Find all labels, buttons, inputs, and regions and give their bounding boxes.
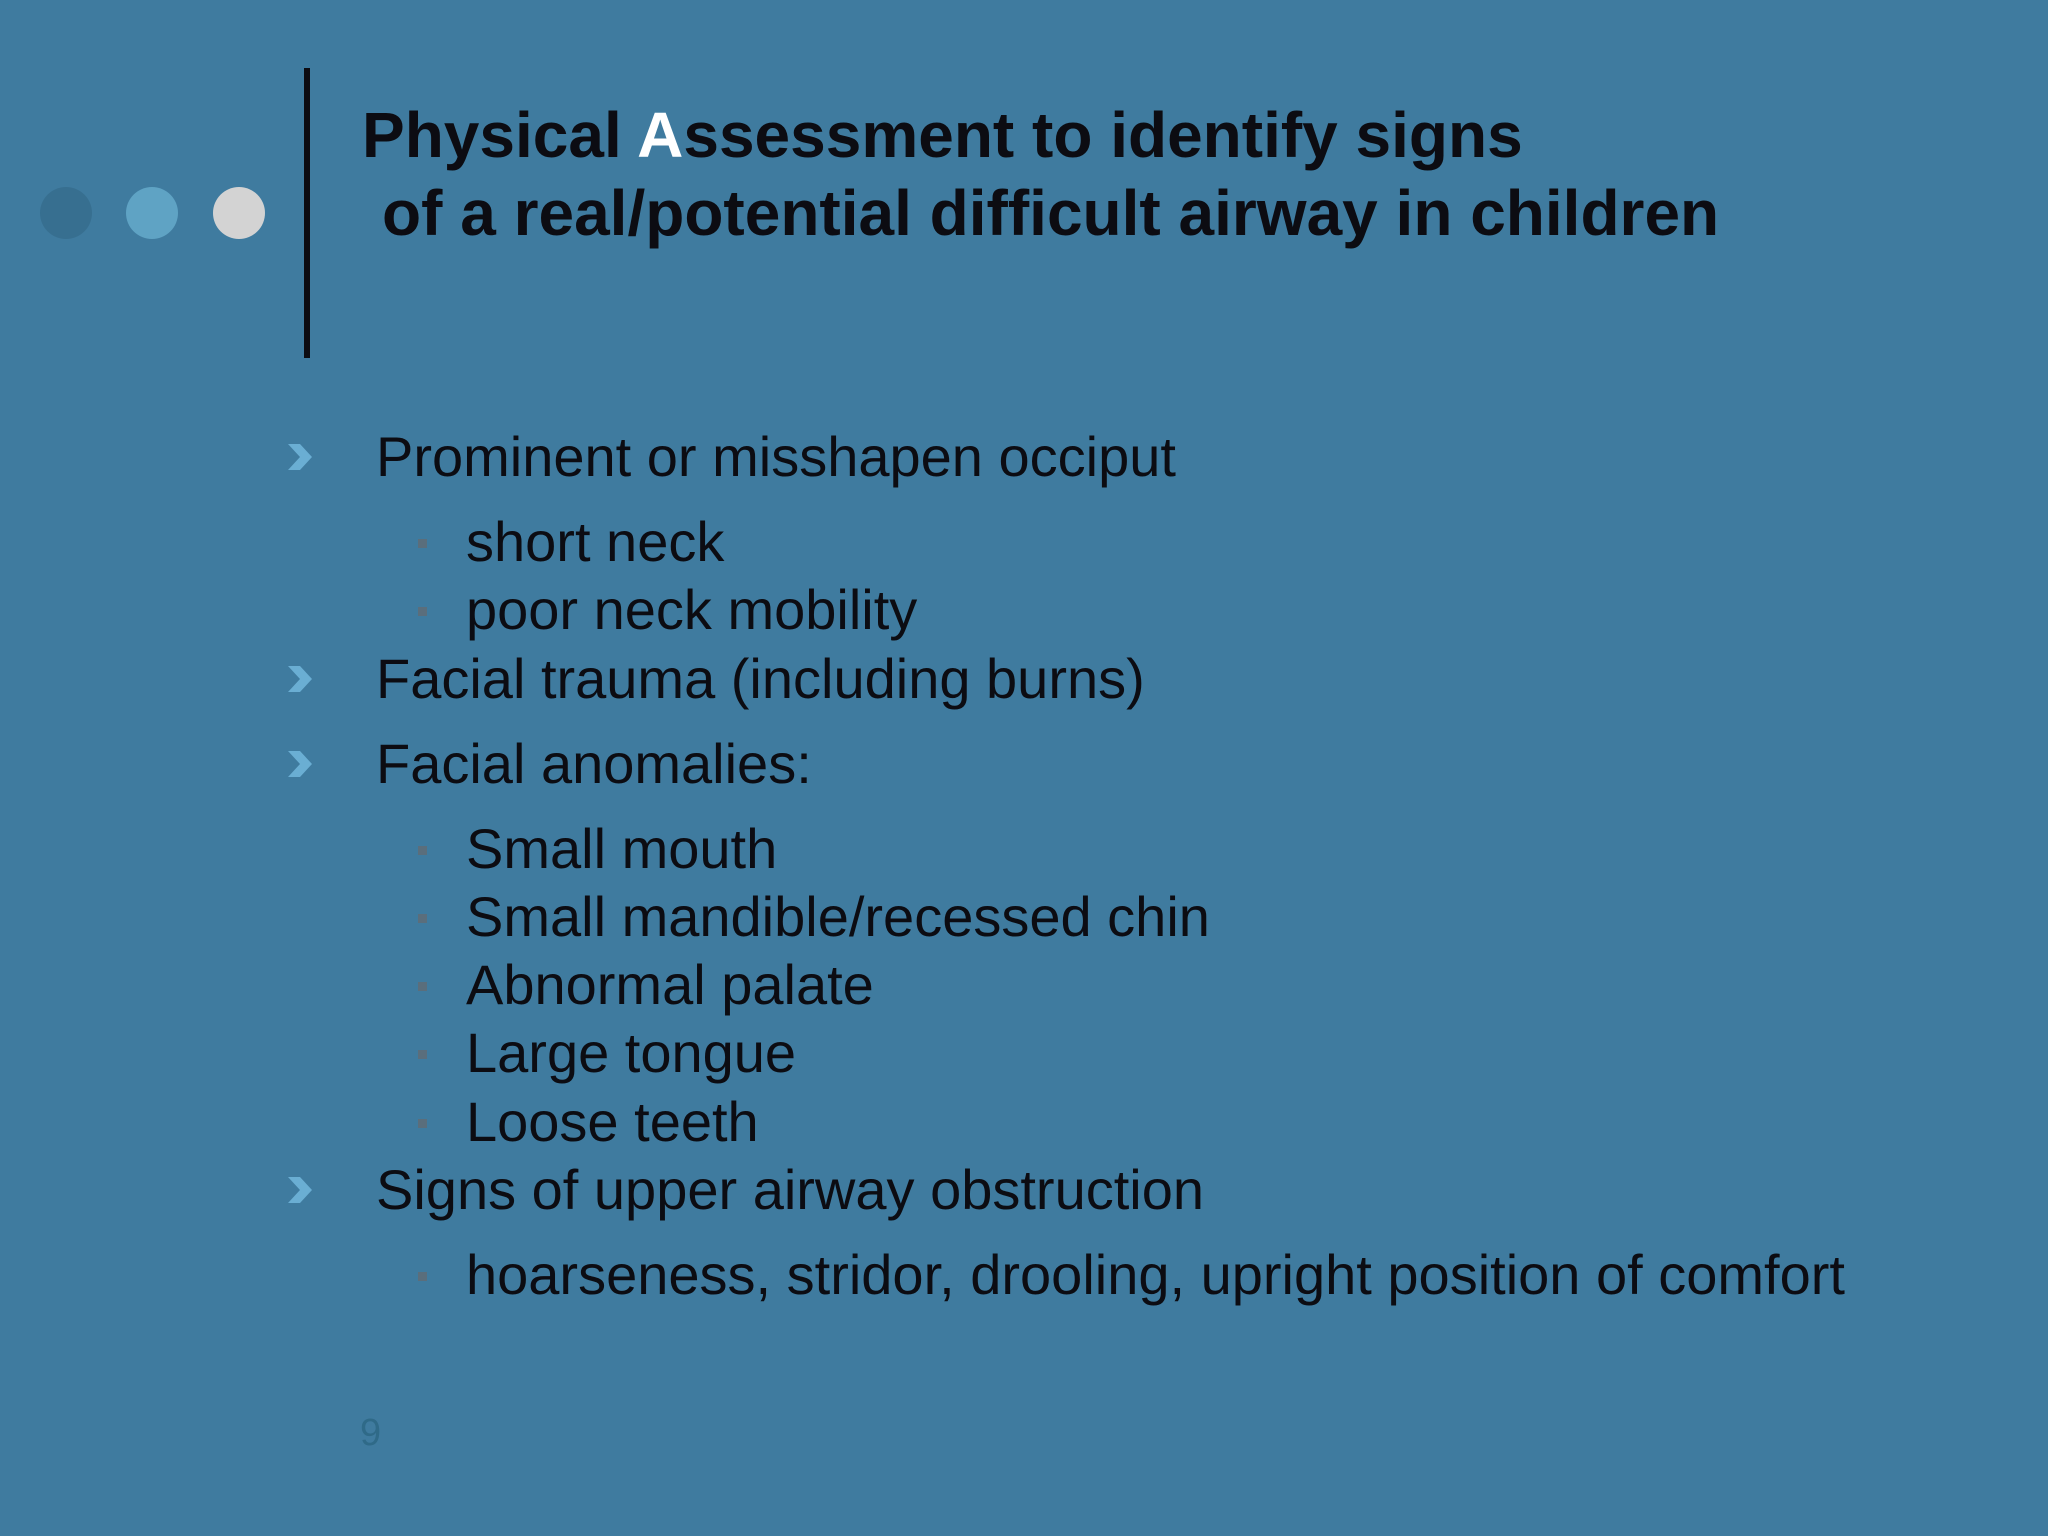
decorative-dot-dark — [40, 187, 92, 239]
sub-bullet-text: Large tongue — [466, 1021, 797, 1084]
bullet-text: Prominent or misshapen occiput — [376, 425, 1176, 488]
sub-bullet-item — [0, 1089, 2048, 1155]
square-bullet-icon — [418, 1119, 427, 1128]
sub-bullet-text: Abnormal palate — [466, 953, 874, 1016]
chevron-right-icon — [286, 664, 314, 694]
square-bullet-icon — [418, 1272, 427, 1281]
bullet-item — [0, 1157, 2048, 1223]
sub-bullet-item — [0, 952, 2048, 1018]
title-line2: of a real/potential difficult airway in children — [382, 177, 1720, 249]
slide-title — [362, 96, 2002, 252]
square-bullet-icon — [418, 846, 427, 855]
square-bullet-icon — [418, 539, 427, 548]
page-number: 9 — [360, 1412, 382, 1454]
sub-bullet-item — [0, 816, 2048, 882]
sub-bullet-text: hoarseness, stridor, drooling, upright position of comfort — [466, 1243, 1845, 1306]
decorative-dot-light-blue — [126, 187, 178, 239]
sub-bullet-text: Small mandible/recessed chin — [466, 885, 1210, 948]
chevron-right-icon — [286, 749, 314, 779]
title-line1-end: ssessment to identify signs — [683, 99, 1523, 171]
square-bullet-icon — [418, 607, 427, 616]
bullet-item — [0, 731, 2048, 797]
bullet-text: Facial trauma (including burns) — [376, 647, 1145, 710]
bullet-item — [0, 646, 2048, 712]
bullet-text: Facial anomalies: — [376, 732, 812, 795]
title-accent-letter: A — [637, 99, 684, 171]
chevron-right-icon — [286, 1175, 314, 1205]
chevron-right-icon — [286, 442, 314, 472]
square-bullet-icon — [418, 1050, 427, 1059]
decorative-dot-gray — [213, 187, 265, 239]
sub-bullet-text: poor neck mobility — [466, 578, 918, 641]
sub-bullet-text: Loose teeth — [466, 1090, 759, 1153]
sub-bullet-item — [0, 884, 2048, 950]
sub-bullet-text: short neck — [466, 510, 725, 573]
sub-bullet-text: Small mouth — [466, 817, 778, 880]
bullet-item — [0, 424, 2048, 490]
sub-bullet-item — [0, 509, 2048, 575]
sub-bullet-item — [0, 577, 2048, 643]
sub-bullet-item — [0, 1242, 2048, 1308]
bullet-text: Signs of upper airway obstruction — [376, 1158, 1204, 1221]
square-bullet-icon — [418, 914, 427, 923]
square-bullet-icon — [418, 982, 427, 991]
title-line1-start: Physical — [362, 99, 638, 171]
title-divider-line — [304, 68, 310, 358]
sub-bullet-item — [0, 1020, 2048, 1086]
